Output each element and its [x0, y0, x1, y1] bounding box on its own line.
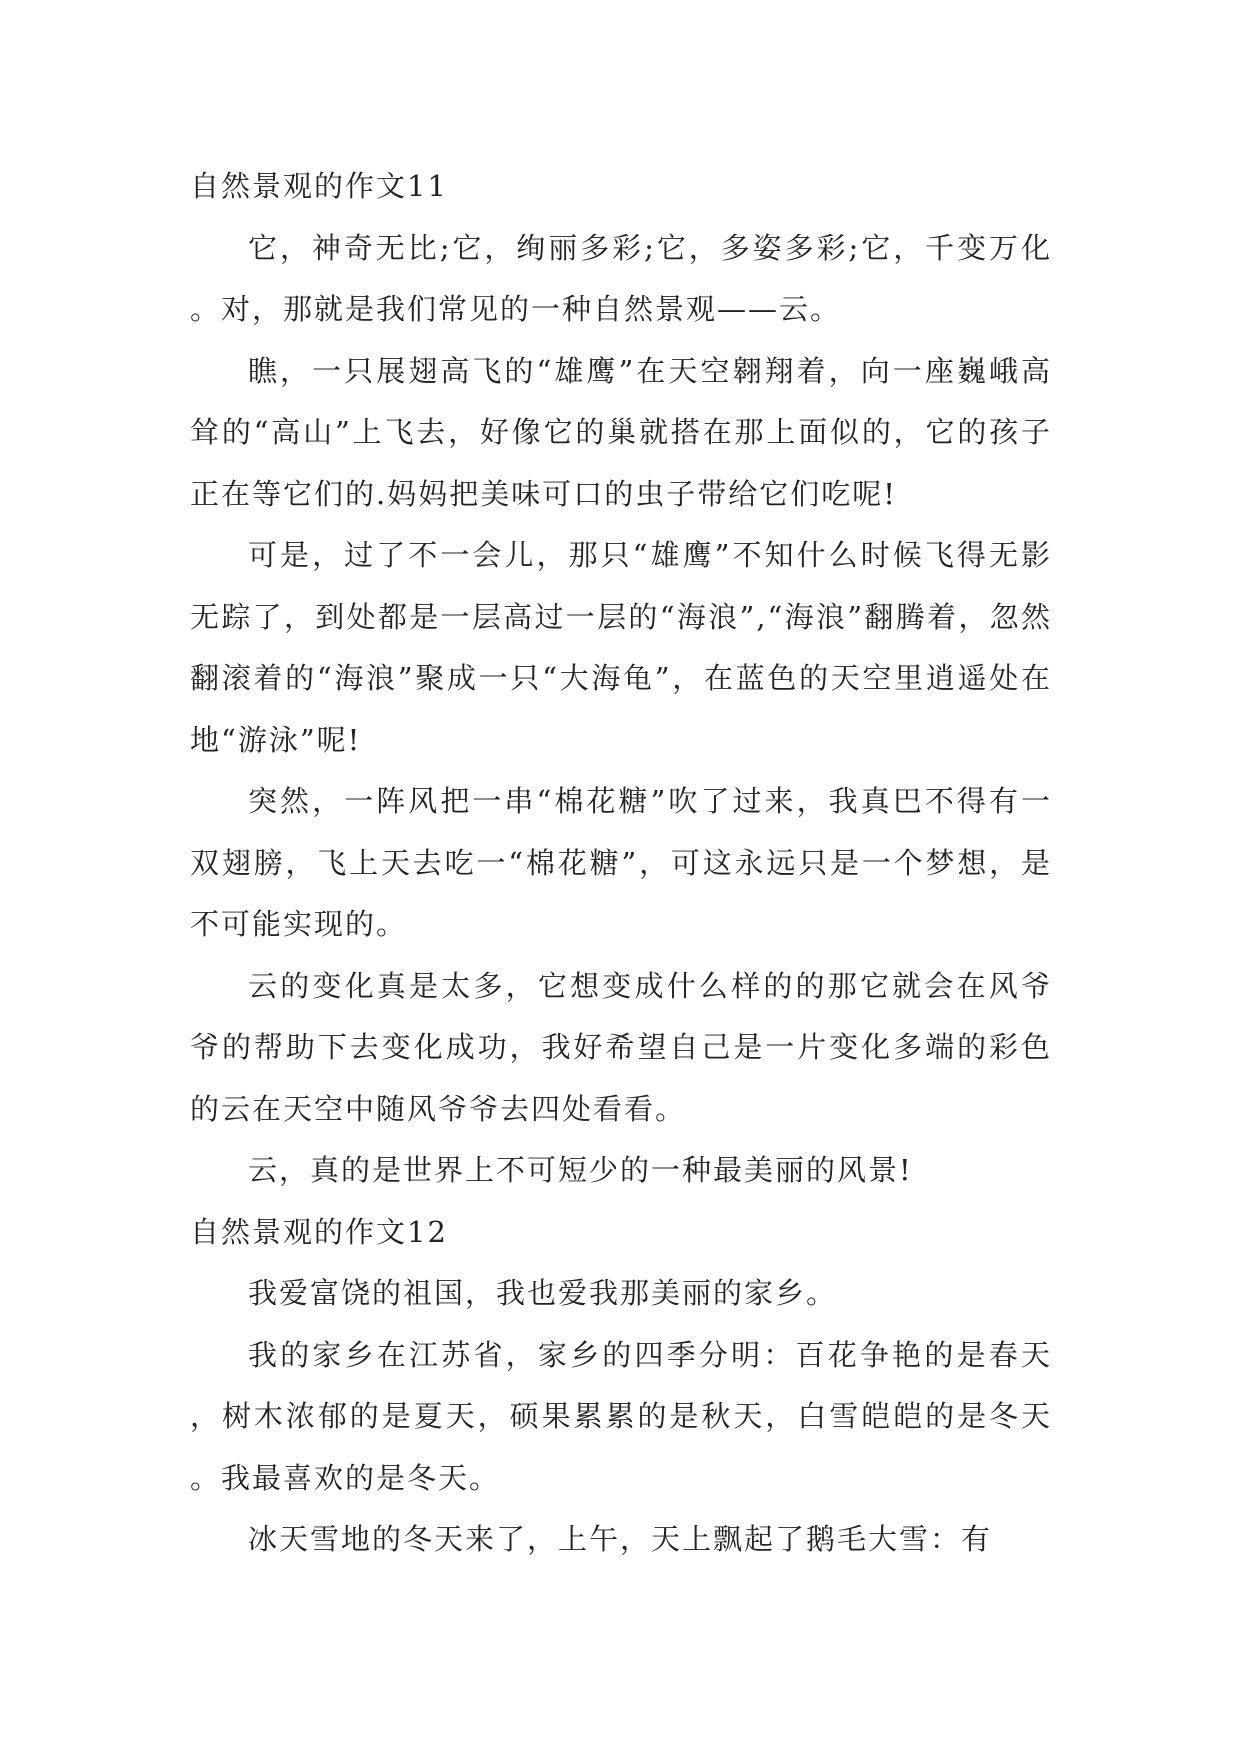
paragraph: 可是，过了不一会儿，那只“雄鹰”不知什么时候飞得无影无踪了，到处都是一层高过一层的“海浪”,“海浪”翻腾着，忽然翻滚着的“海浪”聚成一只“大海龟”，在蓝色的天空里逍遥处在地“游泳”呢! — [190, 538, 1052, 757]
essay-section-11 — [190, 156, 1052, 1202]
paragraph: 冰天雪地的冬天来了，上午，天上飘起了鹅毛大雪：有 — [248, 1522, 993, 1556]
paragraph: 云的变化真是太多，它想变成什么样的的那它就会在风爷爷的帮助下去变化成功，我好希望自己是一片变化多端的彩色的云在天空中随风爷爷去四处看看。 — [190, 968, 1052, 1126]
section-title: 自然景观的作文11 — [190, 169, 448, 203]
essay-section-12 — [190, 1202, 1052, 1571]
paragraph: 瞧，一只展翅高飞的“雄鹰”在天空翱翔着，向一座巍峨高耸的“高山”上飞去，好像它的巢就搭在那上面似的，它的孩子正在等它们的.妈妈把美味可口的虫子带给它们吃呢! — [190, 353, 1052, 511]
paragraph: 云，真的是世界上不可短少的一种最美丽的风景! — [248, 1153, 913, 1187]
document-body — [190, 156, 1052, 1571]
paragraph: 我爱富饶的祖国，我也爱我那美丽的家乡。 — [248, 1276, 838, 1310]
section-title: 自然景观的作文12 — [190, 1214, 448, 1249]
paragraph: 它，神奇无比;它，绚丽多彩;它，多姿多彩;它，千变万化。对，那就是我们常见的一种自然景观——云。 — [190, 230, 1052, 326]
paragraph: 我的家乡在江苏省，家乡的四季分明：百花争艳的是春天，树木浓郁的是夏天，硕果累累的是秋天，白雪皑皑的是冬天。我最喜欢的是冬天。 — [190, 1337, 1052, 1495]
paragraph: 突然，一阵风把一串“棉花糖”吹了过来，我真巴不得有一双翅膀，飞上天去吃一“棉花糖”，可这永远只是一个梦想，是不可能实现的。 — [190, 784, 1052, 941]
